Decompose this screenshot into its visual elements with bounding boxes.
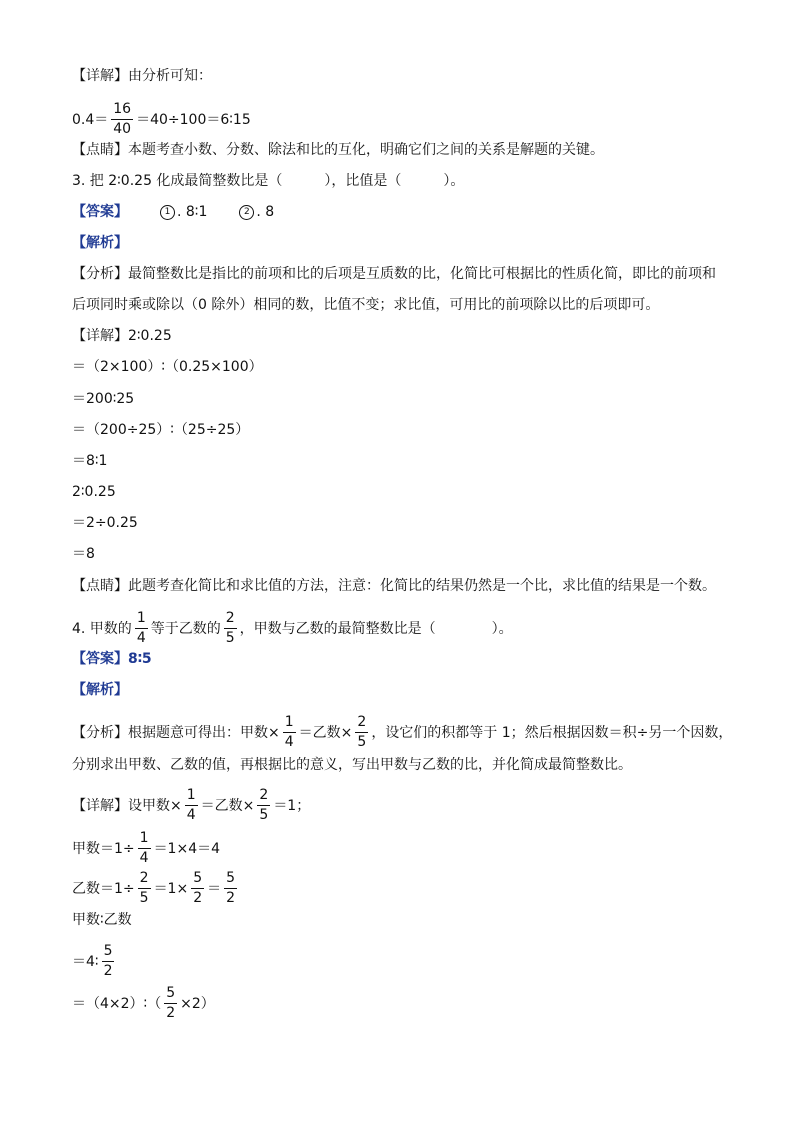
q4-ratio-line1 xyxy=(72,943,754,980)
yi-text: 乙数＝1÷ xyxy=(72,880,135,897)
ratio-text: ×2） xyxy=(180,995,215,1012)
fenxi-text: 后项同时乘或除以（0 除外）相同的数，比值不变；求比值，可用比的前项除以比的后项即可。 xyxy=(72,297,660,313)
fraction-1-4 xyxy=(135,610,148,647)
jia-text: 甲数＝1÷ xyxy=(72,840,135,857)
fraction-1-4 xyxy=(185,787,198,824)
note-label: 【点睛】 xyxy=(72,578,128,594)
question-lead: 4. 甲数的 xyxy=(72,620,132,637)
q3-step xyxy=(72,357,754,377)
fraction-numerator: 5 xyxy=(164,985,177,1004)
fraction-2-5 xyxy=(257,787,270,824)
note-text: 此题考查化简比和求比值的方法，注意：化简比的结果仍然是一个比，求比值的结果是一个数。 xyxy=(128,578,716,594)
fraction-denominator: 40 xyxy=(113,121,132,137)
fenxi-text: ，设它们的积都等于 1；然后根据因数＝积÷另一个因数， xyxy=(371,724,733,741)
question-tail: ，甲数与乙数的最简整数比是（ ）。 xyxy=(239,620,513,637)
fraction-numerator: 1 xyxy=(283,714,296,733)
fenxi-text: 根据题意可得出：甲数× xyxy=(128,724,280,741)
fraction-numerator: 2 xyxy=(224,610,237,629)
fraction-1-4 xyxy=(138,830,151,867)
fraction-denominator: 4 xyxy=(136,630,146,646)
fraction-2-5 xyxy=(355,714,368,751)
step-text: 2∶0.25 xyxy=(72,484,116,500)
fraction-numerator: 2 xyxy=(257,787,270,806)
q3-step xyxy=(72,482,754,502)
detail-text: 设甲数× xyxy=(128,797,182,814)
fraction-2-5 xyxy=(224,610,237,647)
fraction-numerator: 2 xyxy=(138,870,151,889)
detail-label: 【详解】 xyxy=(72,328,128,344)
ratio-text: ＝4∶ xyxy=(72,953,99,970)
q3-step xyxy=(72,513,754,533)
ratio-text: 甲数∶乙数 xyxy=(72,912,132,928)
q2-equation-line xyxy=(72,101,754,138)
question-text: 3. 把 2∶0.25 化成最简整数比是（ ），比值是（ ）。 xyxy=(72,173,465,189)
fenxi-label: 【分析】 xyxy=(72,724,128,741)
q4-jia-line xyxy=(72,830,754,867)
q4-answer-line xyxy=(72,649,754,669)
fraction-numerator: 1 xyxy=(138,830,151,849)
detail-text: 由分析可知： xyxy=(128,68,212,84)
fraction-denominator: 5 xyxy=(139,890,149,906)
step-text: ＝8 xyxy=(72,546,95,562)
detail-label: 【详解】 xyxy=(72,797,128,814)
fraction-numerator: 2 xyxy=(355,714,368,733)
fraction-denominator: 4 xyxy=(284,734,294,750)
fraction-denominator: 5 xyxy=(259,807,269,823)
fraction-numerator: 5 xyxy=(102,943,115,962)
fraction-5-2 xyxy=(164,985,177,1022)
analysis-label: 【解析】 xyxy=(72,682,128,698)
step-text: ＝（200÷25）∶（25÷25） xyxy=(72,422,250,438)
q3-note-line xyxy=(72,576,754,596)
q4-ratio-head xyxy=(72,910,754,930)
analysis-label: 【解析】 xyxy=(72,235,128,251)
ratio-text: ＝（4×2）∶（ xyxy=(72,995,162,1012)
step-text: ＝2÷0.25 xyxy=(72,515,138,531)
q2-note-line xyxy=(72,140,754,160)
fraction-numerator: 5 xyxy=(191,870,204,889)
equation-tail: ＝40÷100＝6∶15 xyxy=(136,111,251,128)
fraction-denominator: 2 xyxy=(103,963,113,979)
q4-detail-line xyxy=(72,787,754,824)
q4-analysis-label-line xyxy=(72,680,754,700)
q3-fenxi-line2 xyxy=(72,295,754,315)
circled-number-2-icon: 2 xyxy=(239,205,254,220)
fraction-5-2 xyxy=(224,870,237,907)
fraction-denominator: 5 xyxy=(357,734,367,750)
step-text: ＝8∶1 xyxy=(72,453,108,469)
answer-label: 【答案】 xyxy=(72,651,128,667)
fraction-numerator: 1 xyxy=(185,787,198,806)
fraction-denominator: 4 xyxy=(139,850,149,866)
fenxi-text: 分别求出甲数、乙数的值，再根据比的意义，写出甲数与乙数的比，并化简成最简整数比。 xyxy=(72,757,632,773)
q3-detail-line xyxy=(72,326,754,346)
answer-1: . 8∶1 xyxy=(177,204,208,220)
q3-step xyxy=(72,420,754,440)
fenxi-label: 【分析】 xyxy=(72,266,128,282)
step-text: ＝200∶25 xyxy=(72,391,135,407)
q3-fenxi-line1 xyxy=(72,264,754,284)
yi-text: ＝1× xyxy=(153,880,189,897)
detail-text: 2∶0.25 xyxy=(128,328,172,344)
q4-yi-line xyxy=(72,870,754,907)
step-text: ＝（2×100）∶（0.25×100） xyxy=(72,359,263,375)
fraction-2-5 xyxy=(138,870,151,907)
detail-text: ＝1； xyxy=(273,797,311,814)
fraction-denominator: 2 xyxy=(166,1005,176,1021)
fraction-denominator: 5 xyxy=(225,630,235,646)
fraction-denominator: 2 xyxy=(226,890,236,906)
q3-answer-line xyxy=(72,202,754,222)
q2-detail-line xyxy=(72,66,754,86)
q3-step xyxy=(72,451,754,471)
q4-question xyxy=(72,610,754,647)
q4-ratio-line2 xyxy=(72,985,754,1022)
detail-text: ＝乙数× xyxy=(200,797,255,814)
fraction-16-40 xyxy=(111,101,133,138)
q4-fenxi-line2 xyxy=(72,755,754,775)
fenxi-text: ＝乙数× xyxy=(298,724,353,741)
q3-step xyxy=(72,544,754,564)
note-text: 本题考查小数、分数、除法和比的互化，明确它们之间的关系是解题的关键。 xyxy=(128,142,604,158)
fraction-5-2 xyxy=(102,943,115,980)
answer-label: 【答案】 xyxy=(72,204,128,220)
fraction-5-2 xyxy=(191,870,204,907)
fraction-numerator: 5 xyxy=(224,870,237,889)
fraction-numerator: 1 xyxy=(135,610,148,629)
q3-step xyxy=(72,389,754,409)
fraction-numerator: 16 xyxy=(111,101,133,120)
jia-text: ＝1×4＝4 xyxy=(153,840,221,857)
fenxi-text: 最简整数比是指比的前项和比的后项是互质数的比，化简比可根据比的性质化简，即比的前项和 xyxy=(128,266,716,282)
detail-label: 【详解】 xyxy=(72,68,128,84)
fraction-denominator: 2 xyxy=(193,890,203,906)
note-label: 【点睛】 xyxy=(72,142,128,158)
fraction-1-4 xyxy=(283,714,296,751)
answer-2: . 8 xyxy=(256,204,275,220)
yi-text: ＝ xyxy=(207,880,222,897)
fraction-denominator: 4 xyxy=(186,807,196,823)
q4-fenxi-line1 xyxy=(72,714,754,751)
circled-number-1-icon: 1 xyxy=(160,205,175,220)
question-mid: 等于乙数的 xyxy=(150,620,221,637)
q3-question xyxy=(72,171,754,191)
equation-lead: 0.4＝ xyxy=(72,111,109,128)
answer-value: 8∶5 xyxy=(128,651,152,667)
q3-analysis-label-line xyxy=(72,233,754,253)
